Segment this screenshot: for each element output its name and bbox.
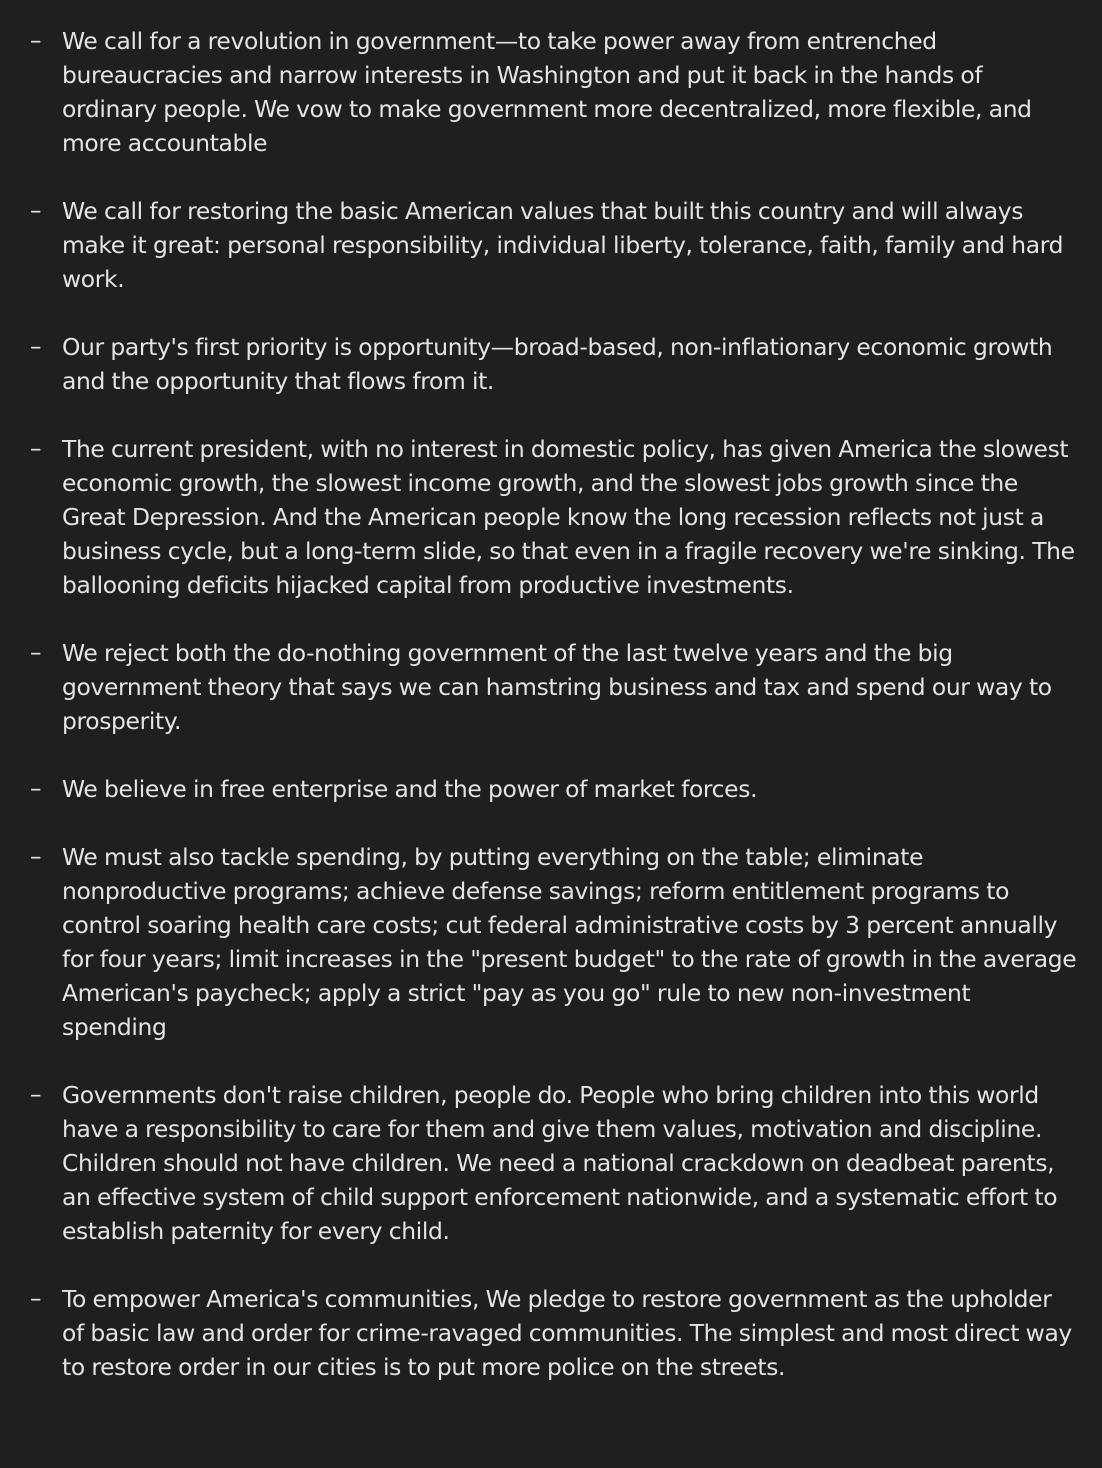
bullet-dash: – [30, 436, 42, 462]
list-item [30, 1282, 1078, 1384]
list-item-text: Governments don't raise children, people do. People who bring children into this world have a responsibility to care for them and give them values, motivation and discipline. Children should not have children. We need a national crackdown on deadbeat parents, an effective system of child support enforcement nationwide, and a systematic effort to establish paternity for every child. [62, 1081, 1058, 1245]
list-item-text: We reject both the do-nothing government of the last twelve years and the big government theory that says we can hamstring business and tax and spend our way to prosperity. [62, 639, 1052, 735]
list-item-text: To empower America's communities, We pledge to restore government as the upholder of basic law and order for crime-ravaged communities. The simplest and most direct way to restore order in our cities is to put more police on the streets. [62, 1285, 1072, 1381]
bullet-dash: – [30, 198, 42, 224]
list-item-text: We believe in free enterprise and the power of market forces. [62, 775, 758, 803]
bullet-dash: – [30, 1082, 42, 1108]
bullet-dash: – [30, 334, 42, 360]
bullet-dash: – [30, 844, 42, 870]
list-item [30, 840, 1078, 1044]
list-item [30, 330, 1078, 398]
bullet-dash: – [30, 1286, 42, 1312]
list-item [30, 432, 1078, 602]
list-item [30, 1078, 1078, 1248]
list-item [30, 24, 1078, 160]
list-item [30, 194, 1078, 296]
bullet-dash: – [30, 640, 42, 666]
list-item-text: Our party's first priority is opportunity—broad-based, non-inflationary economic growth and the opportunity that flows from it. [62, 333, 1053, 395]
bullet-dash: – [30, 28, 42, 54]
bullet-dash: – [30, 776, 42, 802]
list-item [30, 636, 1078, 738]
list-item-text: We must also tackle spending, by putting everything on the table; eliminate nonproductive programs; achieve defense savings; reform entitlement programs to control soaring health care costs; cut federal administrative costs by 3 percent annually for four years; limit increases in the "present budget" to the rate of growth in the average American's paycheck; apply a strict "pay as you go" rule to new non-investment spending [62, 843, 1077, 1041]
list-item-text: We call for restoring the basic American values that built this country and will always make it great: personal responsibility, individual liberty, tolerance, faith, family and hard work. [62, 197, 1064, 293]
list-item-text: We call for a revolution in government—to take power away from entrenched bureaucracies and narrow interests in Washington and put it back in the hands of ordinary people. We vow to make government more decentralized, more flexible, and more accountable [62, 27, 1032, 157]
list-item-text: The current president, with no interest in domestic policy, has given America the slowest economic growth, the slowest income growth, and the slowest jobs growth since the Great Depression. And the American people know the long recession reflects not just a business cycle, but a long-term slide, so that even in a fragile recovery we're sinking. The ballooning deficits hijacked capital from productive investments. [62, 435, 1075, 599]
list-item [30, 772, 1078, 806]
